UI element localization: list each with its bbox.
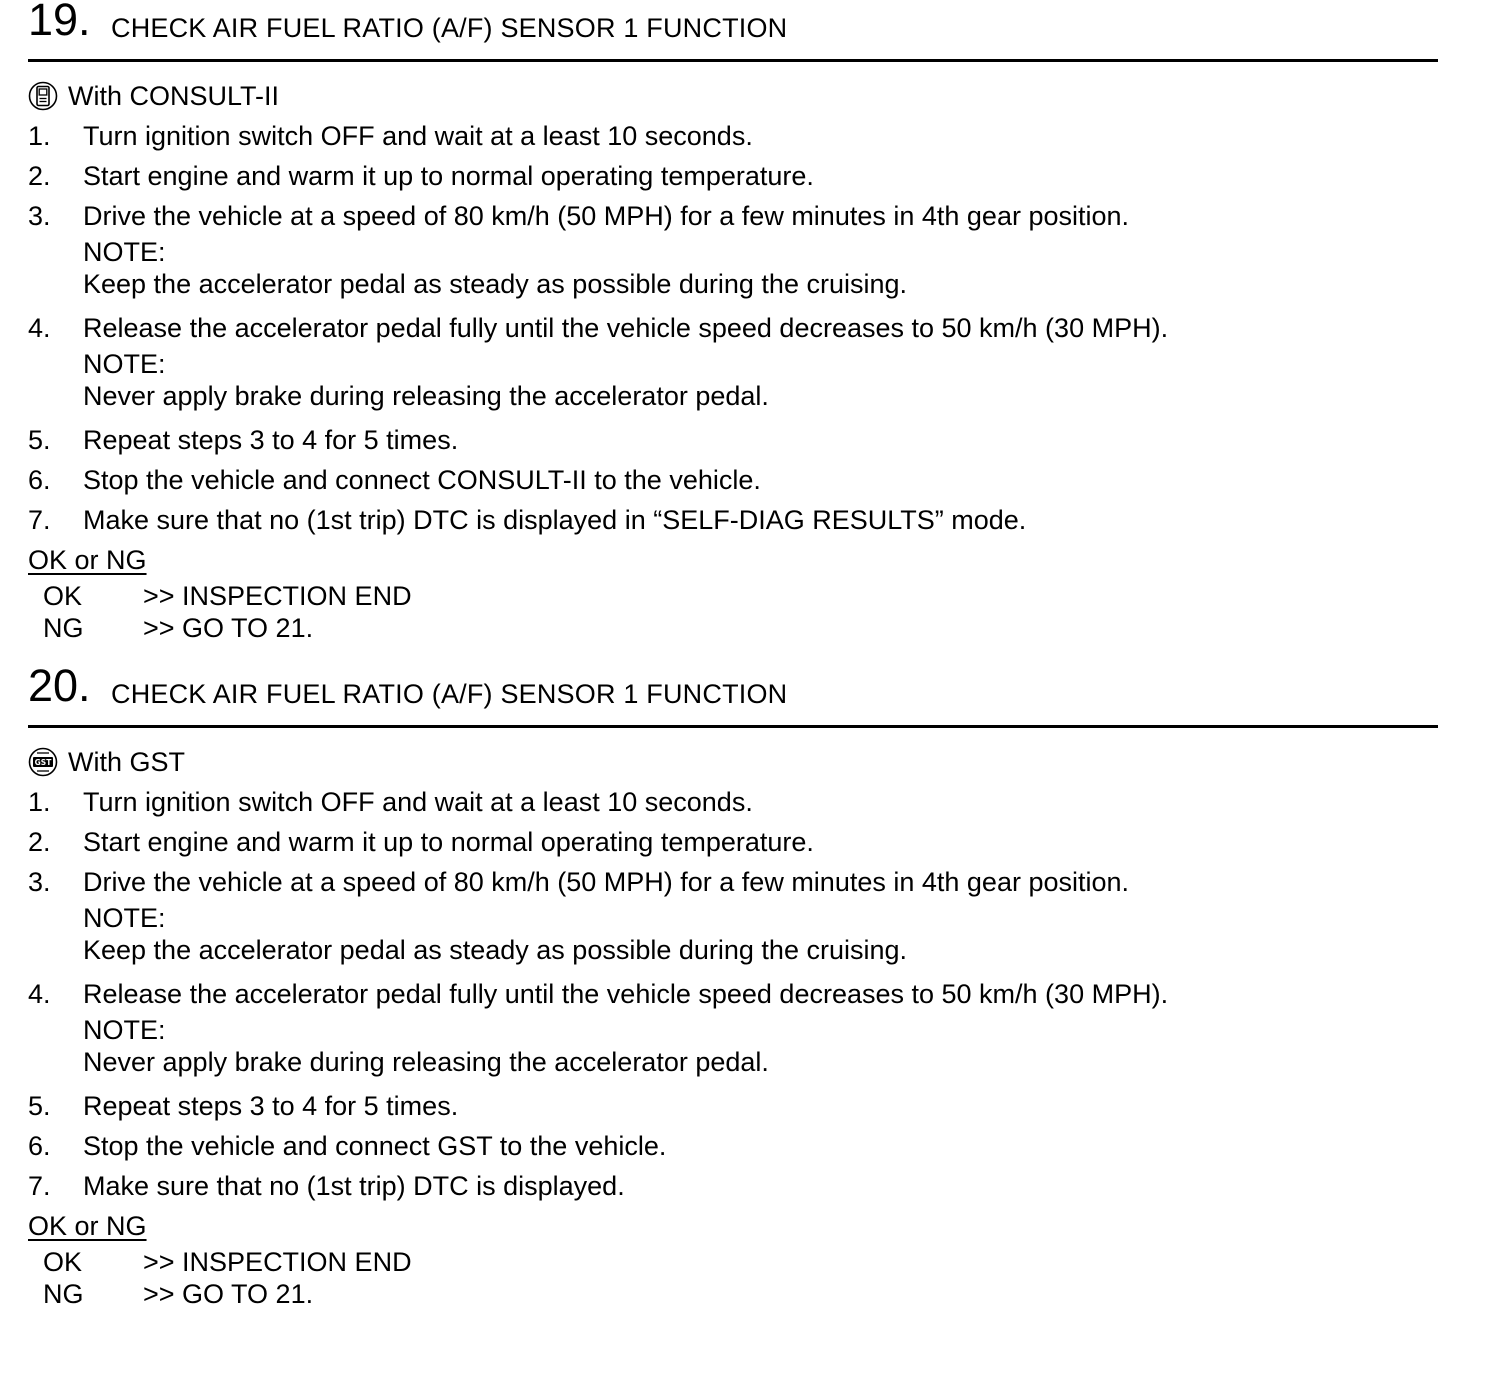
note-text: Never apply brake during releasing the accelerator pedal. [83, 381, 769, 411]
step-number: 3. [28, 867, 51, 897]
result-row [28, 1246, 1438, 1278]
step-text: Make sure that no (1st trip) DTC is displayed. [83, 1171, 625, 1201]
step-item [28, 308, 1438, 412]
step-item [28, 196, 1438, 300]
note-text: Keep the accelerator pedal as steady as possible during the cruising. [83, 269, 908, 299]
step-text: Start engine and warm it up to normal operating temperature. [83, 827, 814, 857]
step-item [28, 862, 1438, 966]
step-text: Repeat steps 3 to 4 for 5 times. [83, 425, 459, 455]
result-action: >> GO TO 21. [143, 1279, 314, 1309]
svg-text:GST: GST [34, 758, 52, 768]
note-label: NOTE: [83, 1015, 166, 1045]
step-number: 1. [28, 121, 51, 151]
section-header [28, 0, 1438, 62]
step-item [28, 420, 1438, 460]
step-item [28, 500, 1438, 540]
step-text: Stop the vehicle and connect GST to the vehicle. [83, 1131, 667, 1161]
section-header [28, 660, 1438, 728]
step-item [28, 116, 1438, 156]
result-code: NG [43, 613, 84, 643]
result-action: >> INSPECTION END [143, 1247, 412, 1277]
result-row [28, 580, 1438, 612]
note-block [83, 236, 1438, 300]
ok-or-ng-heading: OK or NG [28, 545, 147, 575]
step-text: Turn ignition switch OFF and wait at a least 10 seconds. [83, 121, 753, 151]
section-title: CHECK AIR FUEL RATIO (A/F) SENSOR 1 FUNCTION [111, 13, 788, 43]
step-item [28, 156, 1438, 196]
step-number: 2. [28, 161, 51, 191]
step-text: Make sure that no (1st trip) DTC is displayed in “SELF-DIAG RESULTS” mode. [83, 505, 1027, 535]
step-item [28, 1166, 1438, 1206]
step-list [28, 116, 1438, 540]
step-number: 3. [28, 201, 51, 231]
gst-icon [28, 747, 58, 777]
step-text: Turn ignition switch OFF and wait at a least 10 seconds. [83, 787, 753, 817]
note-block [83, 348, 1438, 412]
result-row [28, 612, 1438, 644]
step-number: 7. [28, 1171, 51, 1201]
step-number: 6. [28, 465, 51, 495]
step-text: Release the accelerator pedal fully until the vehicle speed decreases to 50 km/h (30 MPH). [83, 979, 1169, 1009]
step-number: 6. [28, 1131, 51, 1161]
ok-or-ng-heading: OK or NG [28, 1211, 147, 1241]
step-text: Start engine and warm it up to normal operating temperature. [83, 161, 814, 191]
step-item [28, 974, 1438, 1078]
note-block [83, 902, 1438, 966]
section-19 [28, 0, 1438, 644]
note-label: NOTE: [83, 903, 166, 933]
result-code: OK [43, 581, 83, 611]
section-title: CHECK AIR FUEL RATIO (A/F) SENSOR 1 FUNCTION [111, 679, 788, 709]
step-text: Drive the vehicle at a speed of 80 km/h (50 MPH) for a few minutes in 4th gear position. [83, 201, 1130, 231]
step-number: 4. [28, 313, 51, 343]
step-number: 5. [28, 425, 51, 455]
note-label: NOTE: [83, 349, 166, 379]
step-text: Repeat steps 3 to 4 for 5 times. [83, 1091, 459, 1121]
tool-label: With CONSULT-II [68, 81, 280, 111]
tool-line [28, 76, 1438, 116]
section-number: 20. [28, 660, 91, 711]
section-20 [28, 660, 1438, 1310]
step-item [28, 1086, 1438, 1126]
result-code: NG [43, 1279, 84, 1309]
result-code: OK [43, 1247, 83, 1277]
step-item [28, 1126, 1438, 1166]
result-action: >> GO TO 21. [143, 613, 314, 643]
step-number: 5. [28, 1091, 51, 1121]
step-number: 4. [28, 979, 51, 1009]
step-list [28, 782, 1438, 1206]
note-block [83, 1014, 1438, 1078]
result-row [28, 1278, 1438, 1310]
step-item [28, 460, 1438, 500]
note-text: Keep the accelerator pedal as steady as possible during the cruising. [83, 935, 908, 965]
step-number: 7. [28, 505, 51, 535]
tool-line [28, 742, 1438, 782]
consult-icon [28, 81, 58, 111]
step-number: 2. [28, 827, 51, 857]
section-number: 19. [28, 0, 91, 45]
step-text: Release the accelerator pedal fully until the vehicle speed decreases to 50 km/h (30 MPH). [83, 313, 1169, 343]
note-text: Never apply brake during releasing the accelerator pedal. [83, 1047, 769, 1077]
step-item [28, 822, 1438, 862]
step-text: Drive the vehicle at a speed of 80 km/h (50 MPH) for a few minutes in 4th gear position. [83, 867, 1130, 897]
tool-label: With GST [68, 747, 186, 777]
note-label: NOTE: [83, 237, 166, 267]
result-action: >> INSPECTION END [143, 581, 412, 611]
step-number: 1. [28, 787, 51, 817]
step-item [28, 782, 1438, 822]
step-text: Stop the vehicle and connect CONSULT-II to the vehicle. [83, 465, 761, 495]
